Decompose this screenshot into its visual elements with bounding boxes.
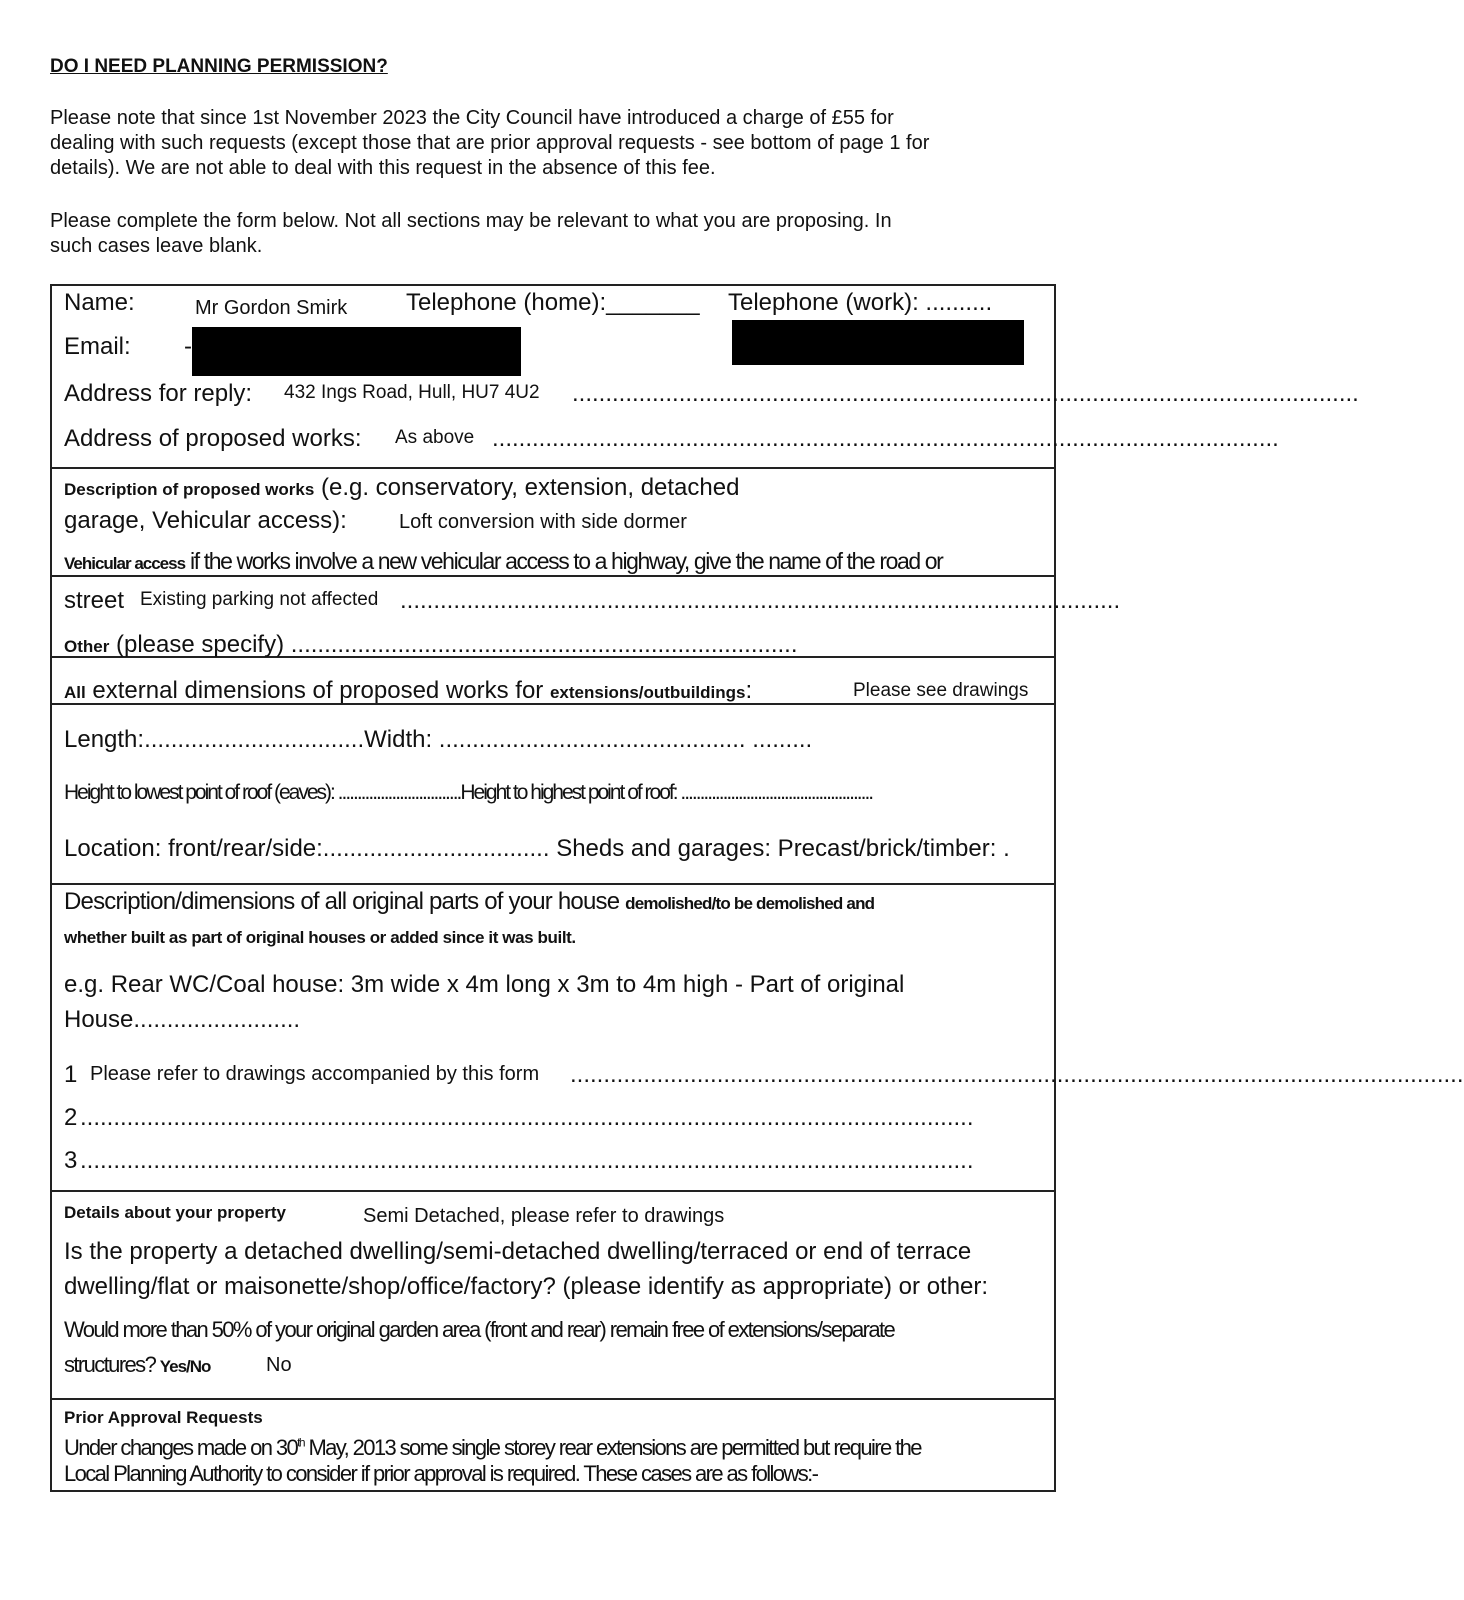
bold-text: extensions/outbuildings: [549, 683, 746, 702]
street-field[interactable]: Existing parking not affected: [140, 589, 379, 610]
telephone-home-label: Telephone (home):_______: [406, 289, 700, 316]
demolished-label: [64, 888, 874, 916]
vehicular-access-label: [64, 548, 942, 575]
description-label: [64, 474, 739, 502]
street-dots: ............................................................................................................: [400, 587, 1121, 614]
works-address-dots: ......................................................................................................................: [492, 425, 1279, 452]
page-title: DO I NEED PLANNING PERMISSION?: [50, 56, 388, 77]
text: if the works involve a new vehicular access to a highway, give the name of the road or: [185, 548, 943, 574]
text: :: [745, 677, 753, 704]
divider: [50, 1190, 1054, 1192]
divider: [50, 1398, 1054, 1400]
bold-text: Vehicular access: [64, 554, 186, 573]
description-field[interactable]: Loft conversion with side dormer: [399, 511, 687, 533]
property-label: Details about your property: [64, 1203, 286, 1222]
line-dots: ......................................................................................................................................: [80, 1104, 974, 1131]
text: (please specify) ............................................................................: [109, 631, 798, 658]
garden-question-line2: [64, 1352, 210, 1378]
reply-address-label: Address for reply:: [64, 380, 253, 407]
line-dots: ......................................................................................................................................: [80, 1147, 974, 1174]
fee-notice: [50, 106, 929, 181]
divider: [50, 467, 1054, 469]
heights-line: Height to lowest point of roof (eaves): ................................Height to highest point of roof: ..................................................: [64, 781, 873, 804]
text: Under changes made on 30: [64, 1435, 298, 1460]
telephone-work-label: Telephone (work): ..........: [728, 289, 993, 316]
property-question: Is the property a detached dwelling/semi-detached dwelling/terraced or end of terrace: [64, 1238, 972, 1265]
text: (e.g. conservatory, extension, detached: [314, 474, 740, 501]
reply-address-dots: ......................................................................................................................: [572, 380, 1359, 407]
divider: [50, 575, 1054, 577]
email-dash: -: [184, 333, 192, 360]
street-label: street: [64, 587, 125, 614]
works-address-label: Address of proposed works:: [64, 425, 362, 452]
demolished-field[interactable]: Please refer to drawings accompanied by this form: [90, 1063, 540, 1085]
prior-approval-label: Prior Approval Requests: [64, 1408, 263, 1427]
instructions: [50, 209, 892, 259]
length-width-line: Length:.................................Width: .............................................. .........: [64, 726, 813, 753]
text: structures?: [64, 1352, 160, 1377]
text-line: dealing with such requests (except those that are prior approval requests - see bottom of page 1 for: [50, 132, 930, 154]
reply-address-field[interactable]: 432 Ings Road, Hull, HU7 4U2: [284, 382, 540, 403]
property-field[interactable]: Semi Detached, please refer to drawings: [363, 1205, 725, 1227]
bold-text: Description of proposed works: [64, 480, 315, 499]
text-line: Please complete the form below. Not all sections may be relevant to what you are proposing. In: [50, 210, 892, 232]
dimensions-field[interactable]: Please see drawings: [853, 680, 1029, 701]
text-line: Please note that since 1st November 2023 the City Council have introduced a charge of £55 for: [50, 107, 894, 129]
text: May, 2013 some single storey rear extensions are permitted but require the: [303, 1435, 921, 1460]
email-label: Email:: [64, 333, 131, 360]
property-question-line2: dwelling/flat or maisonette/shop/office/factory? (please identify as appropriate) or other:: [64, 1273, 989, 1300]
bold-text: Other: [64, 637, 110, 656]
text: external dimensions of proposed works for: [85, 677, 550, 704]
text-line: details). We are not able to deal with this request in the absence of this fee.: [50, 157, 716, 179]
demolished-label-line2: whether built as part of original houses or added since it was built.: [64, 928, 576, 947]
text: Description/dimensions of all original parts of your house: [64, 888, 626, 915]
example-line: e.g. Rear WC/Coal house: 3m wide x 4m long x 3m to 4m high - Part of original: [64, 971, 905, 998]
other-label: [64, 631, 798, 659]
bold-text: Yes/No: [159, 1357, 211, 1376]
garden-question: Would more than 50% of your original garden area (front and rear) remain free of extensions/separate: [64, 1317, 895, 1342]
redacted-email: [192, 327, 521, 376]
line-number: 1: [64, 1061, 78, 1088]
dimensions-header: [64, 677, 752, 705]
description-label-line2: garage, Vehicular access):: [64, 507, 347, 534]
location-line: Location: front/rear/side:.................................. Sheds and garages: Precast/brick/timber: .: [64, 835, 1010, 862]
garden-answer-field[interactable]: No: [266, 1354, 292, 1376]
line-dots: ......................................................................................................................................: [570, 1061, 1464, 1088]
name-label: Name:: [64, 289, 135, 316]
name-field[interactable]: Mr Gordon Smirk: [195, 297, 348, 319]
bold-text: All: [64, 683, 86, 702]
prior-approval-text: [64, 1436, 921, 1460]
superscript: th: [297, 1435, 304, 1450]
prior-approval-text-line2: Local Planning Authority to consider if prior approval is required. These cases are as follows:-: [64, 1461, 818, 1486]
redacted-telephone: [732, 320, 1024, 365]
bold-text: demolished/to be demolished and: [625, 894, 875, 913]
works-address-field[interactable]: As above: [395, 427, 475, 448]
divider: [50, 883, 1054, 885]
line-number: 3: [64, 1147, 78, 1174]
text-line: such cases leave blank.: [50, 235, 263, 257]
line-number: 2: [64, 1104, 78, 1131]
example-line2: House.........................: [64, 1006, 301, 1033]
